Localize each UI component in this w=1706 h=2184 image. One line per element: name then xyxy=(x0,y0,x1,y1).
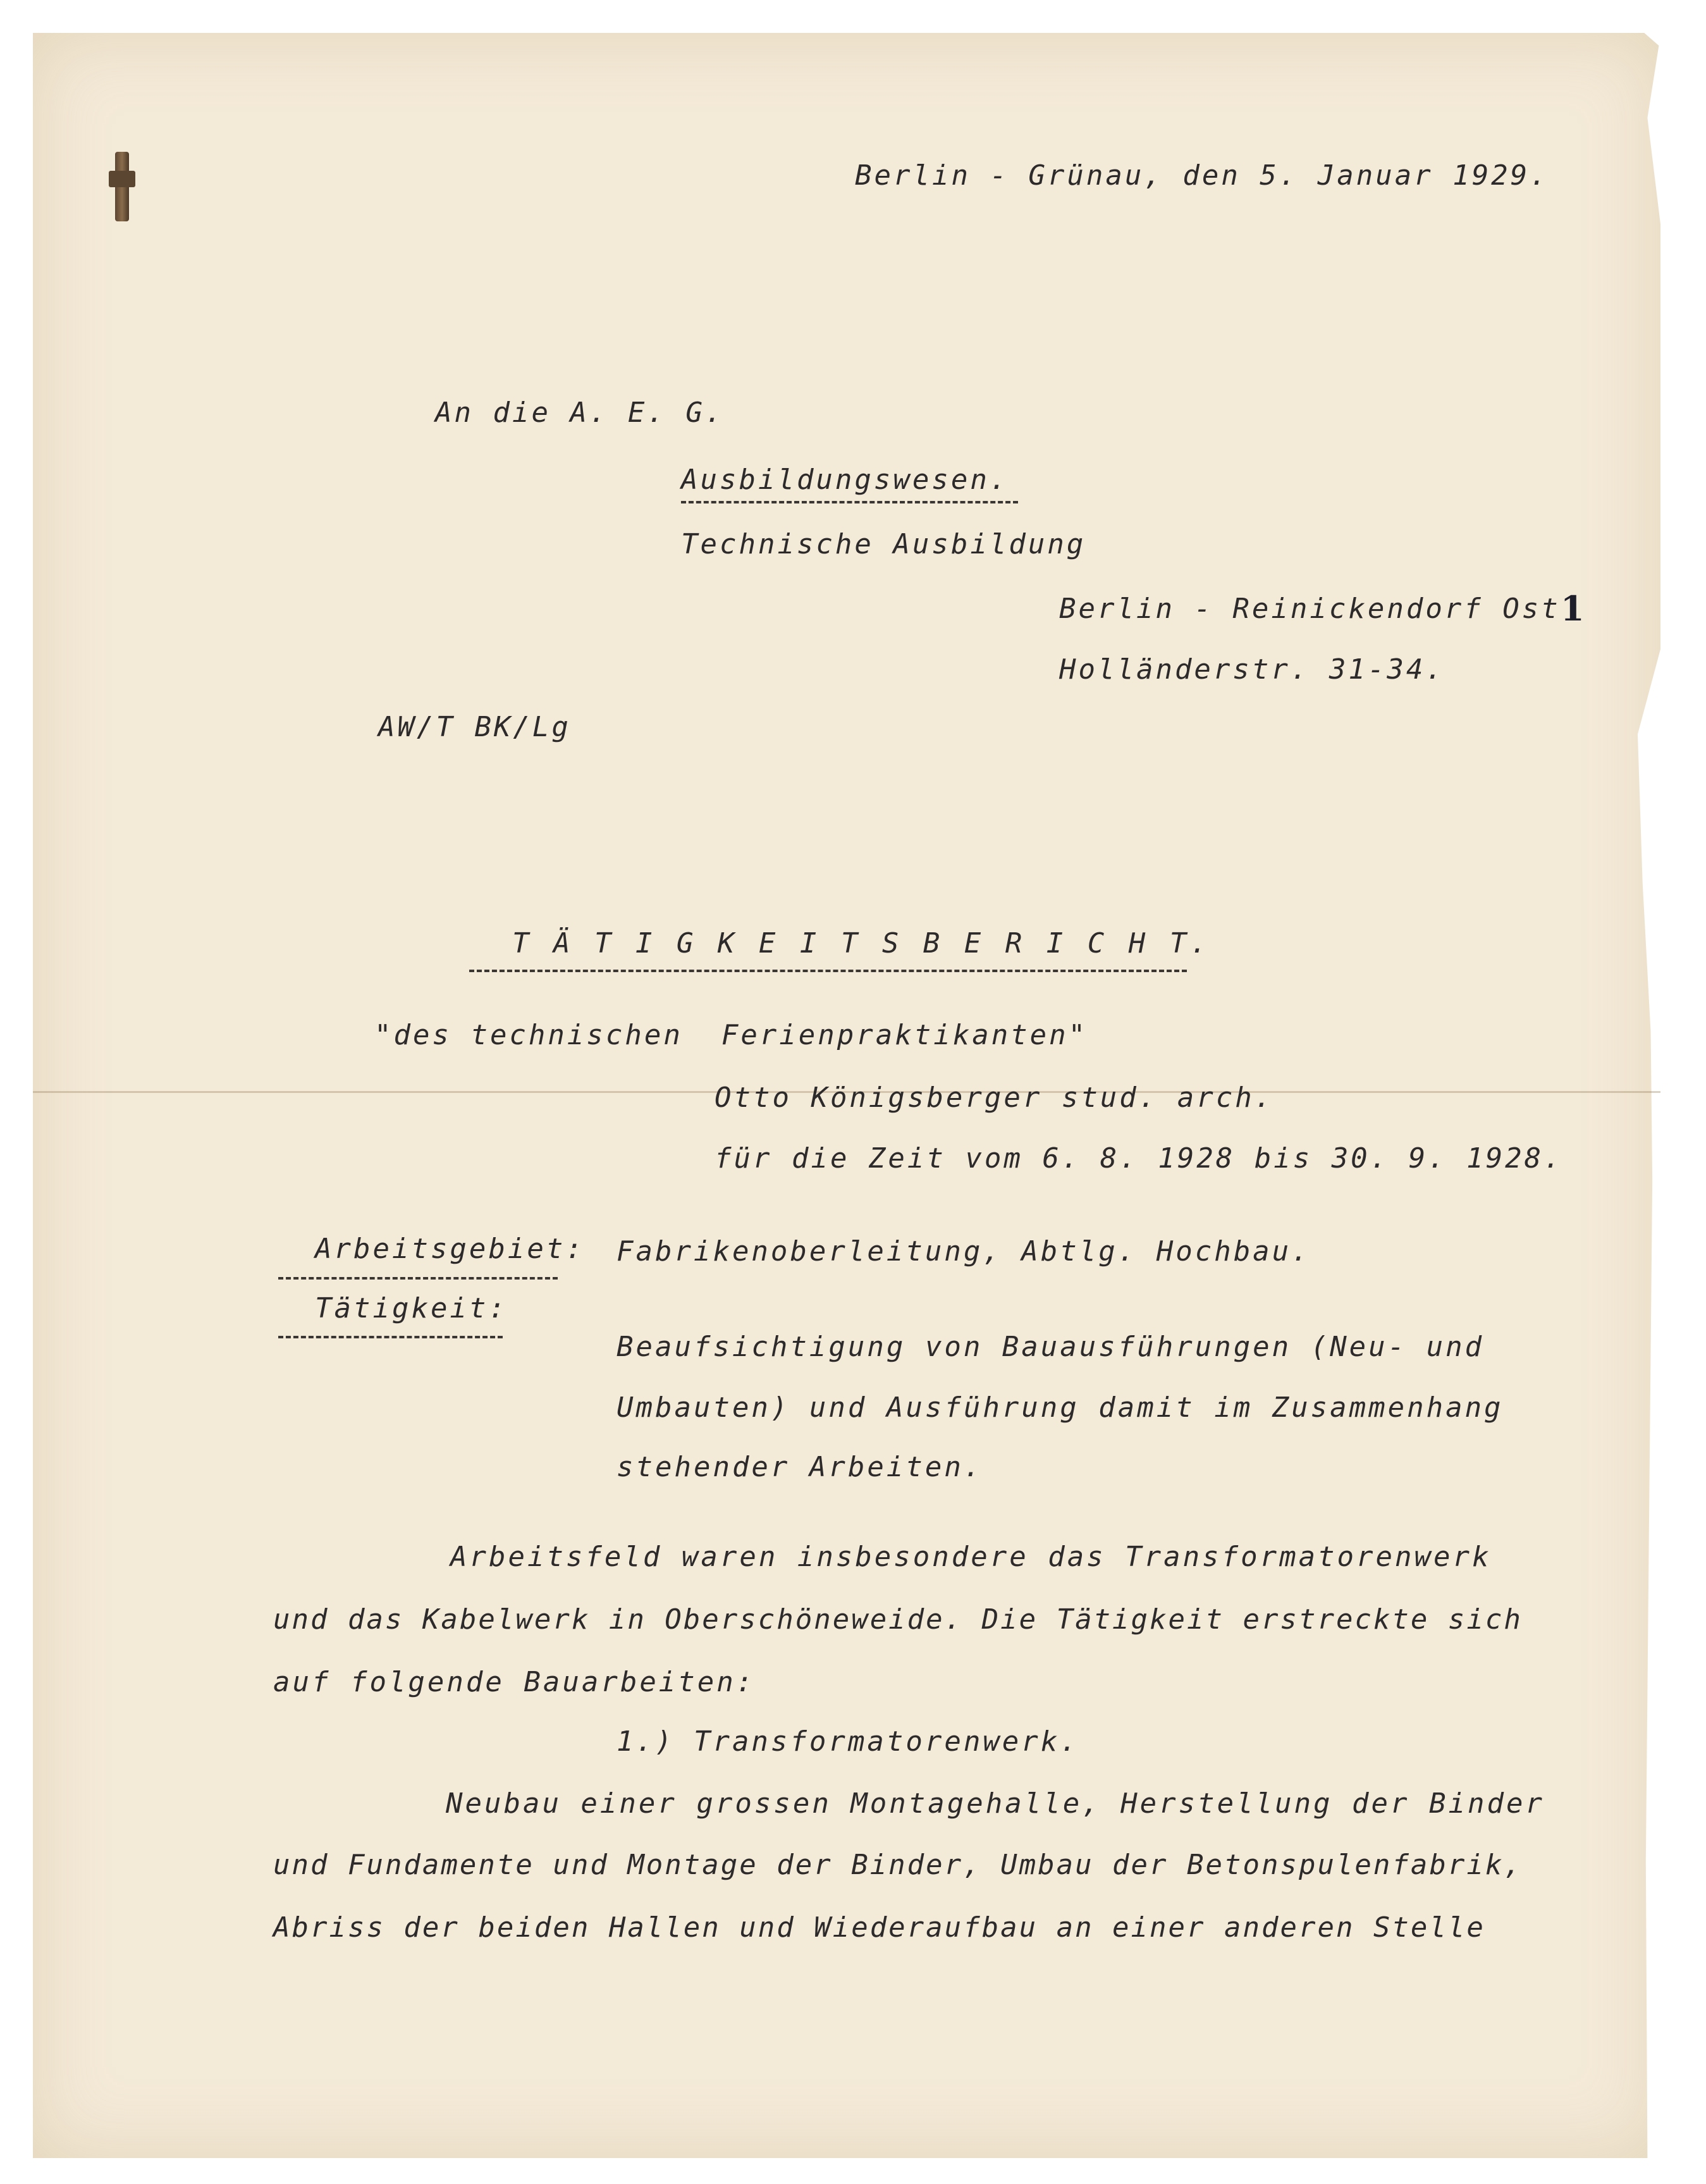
subtitle-line-2: Otto Königsberger stud. arch. xyxy=(715,1082,1274,1114)
section-1-heading: 1.) Transformatorenwerk. xyxy=(617,1725,1079,1758)
body-paragraph-2-line-3: Abriss der beiden Hallen und Wiederaufbau an einer anderen Stelle xyxy=(273,1911,1485,1944)
body-paragraph-1-line-2: und das Kabelwerk in Oberschöneweide. Die Tätigkeit erstreckte sich xyxy=(273,1603,1523,1636)
arbeitsgebiet-label-underline xyxy=(278,1277,558,1280)
date-line: Berlin - Grünau, den 5. Januar 1929. xyxy=(855,159,1549,192)
body-paragraph-1-line-1: Arbeitsfeld waren insbesondere das Transformatorenwerk xyxy=(450,1541,1492,1573)
recipient-line-5: Holländerstr. 31-34. xyxy=(1059,653,1445,686)
arbeitsgebiet-value: Fabrikenoberleitung, Abtlg. Hochbau. xyxy=(617,1235,1311,1268)
recipient-line-2: Ausbildungswesen. xyxy=(681,464,1009,496)
taetigkeit-value-line-2: Umbauten) und Ausführung damit im Zusammenhang xyxy=(617,1391,1504,1424)
taetigkeit-value-line-1: Beaufsichtigung von Bauausführungen (Neu- und xyxy=(617,1331,1485,1363)
taetigkeit-label: Tätigkeit: xyxy=(315,1292,508,1324)
taetigkeit-label-underline xyxy=(278,1336,503,1338)
staple xyxy=(115,152,129,221)
body-paragraph-2-line-2: und Fundamente und Montage der Binder, Umbau der Betonspulenfabrik, xyxy=(273,1849,1523,1881)
body-paragraph-1-line-3: auf folgende Bauarbeiten: xyxy=(273,1666,756,1698)
handwritten-postal-number: 1 xyxy=(1561,588,1585,629)
subtitle-line-3: für die Zeit vom 6. 8. 1928 bis 30. 9. 1928. xyxy=(715,1142,1563,1175)
recipient-line-4: Berlin - Reinickendorf Ost xyxy=(1059,593,1561,625)
recipient-line-1: An die A. E. G. xyxy=(435,397,725,429)
document-title-underline xyxy=(469,970,1187,972)
arbeitsgebiet-label: Arbeitsgebiet: xyxy=(315,1233,585,1265)
taetigkeit-value-line-3: stehender Arbeiten. xyxy=(617,1451,983,1483)
reference-code: AW/T BK/Lg xyxy=(378,711,571,743)
recipient-line-3: Technische Ausbildung xyxy=(681,528,1086,560)
document-title: T Ä T I G K E I T S B E R I C H T. xyxy=(512,927,1211,959)
body-paragraph-2-line-1: Neubau einer grossen Montagehalle, Herstellung der Binder xyxy=(446,1787,1545,1820)
subtitle-line-1: "des technischen Ferienpraktikanten" xyxy=(374,1019,1088,1051)
recipient-line-2-underline xyxy=(681,501,1018,503)
